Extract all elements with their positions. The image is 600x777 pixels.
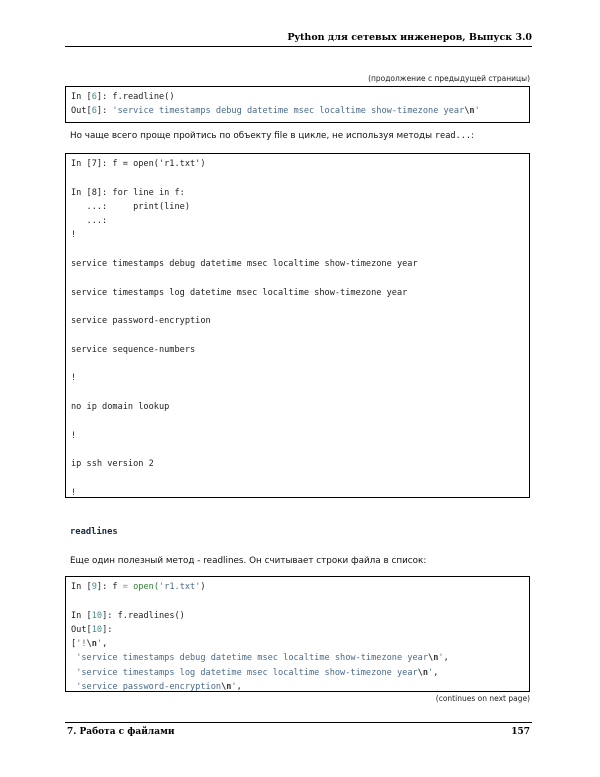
paragraph-readlines: Еще один полезный метод - readlines. Он считывает строки файла в список: (70, 556, 427, 566)
code-line: ...: print(line) (71, 201, 190, 212)
code-line (71, 414, 524, 428)
code-line: In [6]: f.readline() (71, 92, 175, 102)
code-line: In [10]: f.readlines() (71, 610, 185, 621)
code-line: 'service password-encryption\n', (76, 682, 242, 693)
code-line: ! (71, 373, 77, 384)
code-line: ! (71, 230, 77, 241)
code-line (71, 357, 524, 371)
code-line: service password-encryption (71, 316, 211, 327)
code-block-for-loop (65, 153, 530, 498)
code-line: ip ssh version 2 (71, 459, 154, 470)
footer-chapter-title: 7. Работа с файлами (67, 727, 175, 737)
footer-divider (65, 722, 532, 723)
code-line (71, 271, 524, 285)
code-line: In [7]: f = open('r1.txt') (71, 159, 206, 169)
code-block-readlines (65, 576, 530, 692)
code-line (71, 472, 524, 486)
code-line (71, 243, 524, 257)
continuation-caption-top: (продолжение с предыдущей страницы) (368, 74, 530, 83)
code-line: no ip domain lookup (71, 402, 170, 413)
code-line: Out[10]: (71, 624, 113, 635)
code-line: 'service timestamps log datetime msec localtime show-timezone year\n', (76, 667, 439, 678)
code-line (71, 329, 524, 343)
paragraph-iterate-file: Но чаще всего проще пройтись по объекту file в цикле, не используя методы read...: (70, 131, 475, 141)
code-line (71, 171, 524, 185)
code-block-readline (65, 86, 530, 123)
code-line (71, 386, 524, 400)
code-line: ['!\n', (71, 639, 108, 650)
running-header-title: Python для сетевых инженеров, Выпуск 3.0 (287, 32, 532, 43)
code-line: ...: (71, 216, 108, 227)
code-line (71, 300, 524, 314)
code-line: 'service timestamps debug datetime msec localtime show-timezone year\n', (76, 653, 449, 664)
code-line (71, 443, 524, 457)
code-line: ! (71, 430, 77, 441)
footer-page-number: 157 (511, 727, 530, 737)
header-divider (65, 46, 532, 47)
code-line: Out[6]: 'service timestamps debug datetime msec localtime show-timezone year\n' (71, 106, 480, 117)
code-line-blank (71, 594, 524, 608)
code-line: ! (71, 487, 77, 498)
code-line: service sequence-numbers (71, 344, 196, 355)
code-line: In [8]: for line in f: (71, 187, 185, 198)
continuation-caption-bottom: (continues on next page) (435, 694, 530, 703)
code-line: In [9]: f = open('r1.txt') (71, 582, 206, 592)
section-heading-readlines: readlines (70, 527, 118, 537)
code-line: service timestamps log datetime msec localtime show-timezone year (71, 287, 408, 298)
code-line: service timestamps debug datetime msec localtime show-timezone year (71, 259, 418, 270)
